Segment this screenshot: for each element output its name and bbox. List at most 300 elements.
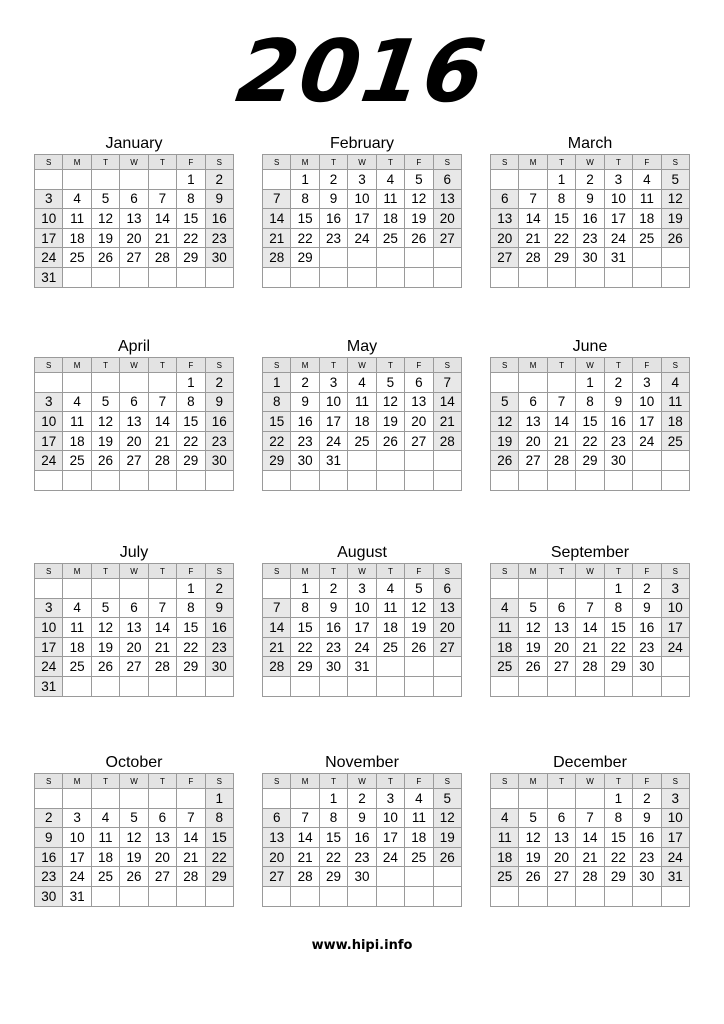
day-cell: 28 <box>263 248 291 268</box>
day-cell: 8 <box>177 392 205 412</box>
week-row <box>35 412 234 432</box>
day-cell <box>433 267 461 287</box>
weekday-header: T <box>148 564 176 579</box>
day-cell: 16 <box>205 412 233 432</box>
day-cell: 11 <box>491 618 519 638</box>
day-cell: 5 <box>120 808 148 828</box>
day-cell: 15 <box>291 209 319 229</box>
month-name: June <box>572 338 608 355</box>
week-row <box>491 618 690 638</box>
day-cell: 1 <box>604 579 632 599</box>
day-cell: 18 <box>91 847 119 867</box>
day-cell: 29 <box>263 451 291 471</box>
day-cell: 7 <box>148 392 176 412</box>
day-cell: 26 <box>91 451 119 471</box>
day-cell: 14 <box>263 209 291 229</box>
day-cell: 27 <box>519 451 547 471</box>
day-cell: 20 <box>120 637 148 657</box>
day-cell: 3 <box>35 189 63 209</box>
day-cell: 12 <box>120 828 148 848</box>
weekday-header: S <box>35 155 63 170</box>
day-cell: 12 <box>91 412 119 432</box>
day-cell: 28 <box>148 248 176 268</box>
day-cell <box>633 886 661 906</box>
day-cell: 14 <box>547 412 575 432</box>
day-cell: 10 <box>633 392 661 412</box>
weekday-header: S <box>35 774 63 789</box>
month-july <box>34 543 234 697</box>
month-name: January <box>105 135 163 152</box>
weekday-header: W <box>348 774 376 789</box>
weekday-header: F <box>405 358 433 373</box>
week-row <box>491 657 690 677</box>
day-cell: 20 <box>547 637 575 657</box>
month-grid <box>490 563 690 697</box>
week-row <box>491 248 690 268</box>
day-cell: 30 <box>291 451 319 471</box>
day-cell <box>633 676 661 696</box>
day-cell: 26 <box>91 657 119 677</box>
weekday-header: M <box>291 358 319 373</box>
month-grid <box>34 773 234 907</box>
day-cell <box>63 170 91 190</box>
day-cell: 23 <box>633 637 661 657</box>
day-cell <box>576 470 604 490</box>
day-cell: 2 <box>205 170 233 190</box>
day-cell <box>263 886 291 906</box>
day-cell: 3 <box>63 808 91 828</box>
week-row <box>491 470 690 490</box>
day-cell: 17 <box>633 412 661 432</box>
week-row <box>35 847 234 867</box>
day-cell: 16 <box>576 209 604 229</box>
weekday-header: W <box>576 564 604 579</box>
day-cell: 28 <box>576 657 604 677</box>
day-cell: 9 <box>633 598 661 618</box>
day-cell: 26 <box>376 431 404 451</box>
day-cell: 9 <box>633 808 661 828</box>
month-grid <box>34 563 234 697</box>
weekday-header: M <box>63 358 91 373</box>
day-cell: 4 <box>661 373 689 393</box>
weekday-header: F <box>633 155 661 170</box>
day-cell: 3 <box>319 373 347 393</box>
day-cell: 18 <box>348 412 376 432</box>
day-cell: 6 <box>120 189 148 209</box>
day-cell <box>319 886 347 906</box>
day-cell: 24 <box>319 431 347 451</box>
day-cell <box>604 886 632 906</box>
month-name: April <box>117 338 150 355</box>
day-cell: 9 <box>205 598 233 618</box>
day-cell: 11 <box>91 828 119 848</box>
day-cell <box>491 470 519 490</box>
day-cell <box>604 676 632 696</box>
month-name: October <box>105 754 163 771</box>
day-cell: 17 <box>63 847 91 867</box>
day-cell: 18 <box>63 637 91 657</box>
day-cell: 2 <box>319 579 347 599</box>
day-cell <box>376 657 404 677</box>
day-cell <box>120 886 148 906</box>
day-cell: 14 <box>291 828 319 848</box>
day-cell <box>148 886 176 906</box>
week-row <box>491 189 690 209</box>
day-cell: 16 <box>205 618 233 638</box>
day-cell <box>519 470 547 490</box>
day-cell: 13 <box>120 618 148 638</box>
day-cell: 12 <box>405 189 433 209</box>
weekday-header: S <box>205 774 233 789</box>
weekday-header: F <box>177 564 205 579</box>
day-cell: 1 <box>604 789 632 809</box>
week-row <box>35 637 234 657</box>
day-cell: 19 <box>91 637 119 657</box>
day-cell: 2 <box>291 373 319 393</box>
day-cell: 30 <box>205 451 233 471</box>
day-cell <box>633 267 661 287</box>
day-cell: 11 <box>405 808 433 828</box>
day-cell: 18 <box>63 431 91 451</box>
month-grid <box>34 357 234 491</box>
day-cell: 8 <box>547 189 575 209</box>
day-cell <box>661 886 689 906</box>
day-cell: 6 <box>519 392 547 412</box>
day-cell: 21 <box>263 228 291 248</box>
weekday-header: S <box>263 358 291 373</box>
weekday-header: F <box>177 774 205 789</box>
day-cell <box>148 373 176 393</box>
day-cell: 22 <box>576 431 604 451</box>
weekday-header: S <box>205 564 233 579</box>
day-cell <box>177 676 205 696</box>
day-cell <box>547 676 575 696</box>
week-row <box>263 789 462 809</box>
day-cell: 10 <box>35 618 63 638</box>
day-cell: 8 <box>291 598 319 618</box>
day-cell: 13 <box>519 412 547 432</box>
day-cell: 23 <box>35 867 63 887</box>
month-may <box>262 337 462 491</box>
day-cell: 21 <box>148 637 176 657</box>
day-cell: 4 <box>91 808 119 828</box>
day-cell: 14 <box>148 209 176 229</box>
weekday-header: S <box>205 358 233 373</box>
day-cell <box>547 789 575 809</box>
day-cell <box>63 470 91 490</box>
day-cell <box>661 267 689 287</box>
day-cell: 7 <box>576 808 604 828</box>
day-cell: 10 <box>63 828 91 848</box>
weekday-header: T <box>376 774 404 789</box>
day-cell: 28 <box>519 248 547 268</box>
day-cell: 13 <box>148 828 176 848</box>
day-cell <box>263 267 291 287</box>
day-cell: 13 <box>433 189 461 209</box>
week-row <box>263 618 462 638</box>
day-cell <box>91 470 119 490</box>
week-row <box>491 451 690 471</box>
day-cell <box>433 248 461 268</box>
weekday-header: T <box>547 358 575 373</box>
day-cell: 18 <box>633 209 661 229</box>
day-cell <box>376 867 404 887</box>
weekday-header: W <box>576 774 604 789</box>
day-cell: 27 <box>148 867 176 887</box>
day-cell: 10 <box>348 189 376 209</box>
weekday-header: T <box>148 358 176 373</box>
day-cell <box>661 657 689 677</box>
day-cell: 9 <box>576 189 604 209</box>
day-cell: 11 <box>376 598 404 618</box>
day-cell: 25 <box>661 431 689 451</box>
day-cell: 7 <box>148 189 176 209</box>
day-cell: 19 <box>376 412 404 432</box>
day-cell <box>35 170 63 190</box>
weekday-header: T <box>91 774 119 789</box>
weekday-header: S <box>661 358 689 373</box>
day-cell: 12 <box>433 808 461 828</box>
day-cell: 7 <box>263 189 291 209</box>
day-cell: 17 <box>35 431 63 451</box>
day-cell <box>547 470 575 490</box>
day-cell: 26 <box>491 451 519 471</box>
day-cell: 17 <box>35 228 63 248</box>
day-cell: 1 <box>319 789 347 809</box>
weekday-header: F <box>633 564 661 579</box>
day-cell: 28 <box>177 867 205 887</box>
day-cell: 15 <box>263 412 291 432</box>
day-cell: 6 <box>491 189 519 209</box>
day-cell: 16 <box>348 828 376 848</box>
day-cell: 4 <box>63 392 91 412</box>
weekday-header: T <box>376 358 404 373</box>
weekday-header: S <box>491 564 519 579</box>
month-april <box>34 337 234 491</box>
week-row <box>491 412 690 432</box>
day-cell: 1 <box>177 373 205 393</box>
day-cell <box>63 789 91 809</box>
day-cell: 16 <box>35 847 63 867</box>
day-cell: 24 <box>63 867 91 887</box>
day-cell <box>376 248 404 268</box>
day-cell: 4 <box>376 579 404 599</box>
day-cell: 18 <box>661 412 689 432</box>
week-row <box>263 392 462 412</box>
day-cell: 16 <box>633 828 661 848</box>
month-grid <box>490 357 690 491</box>
day-cell: 4 <box>405 789 433 809</box>
day-cell <box>319 248 347 268</box>
weekday-header: T <box>319 155 347 170</box>
day-cell: 1 <box>291 170 319 190</box>
weekday-header: M <box>519 564 547 579</box>
day-cell <box>35 373 63 393</box>
day-cell: 2 <box>604 373 632 393</box>
day-cell <box>405 676 433 696</box>
day-cell: 5 <box>519 598 547 618</box>
day-cell: 13 <box>491 209 519 229</box>
day-cell: 11 <box>376 189 404 209</box>
day-cell <box>633 248 661 268</box>
day-cell: 26 <box>519 657 547 677</box>
week-row <box>35 392 234 412</box>
day-cell <box>91 373 119 393</box>
day-cell: 17 <box>348 618 376 638</box>
day-cell: 8 <box>604 808 632 828</box>
day-cell: 16 <box>205 209 233 229</box>
week-row <box>35 676 234 696</box>
day-cell <box>547 267 575 287</box>
day-cell <box>63 267 91 287</box>
day-cell: 4 <box>63 189 91 209</box>
day-cell: 30 <box>633 867 661 887</box>
day-cell: 30 <box>205 248 233 268</box>
day-cell: 13 <box>547 618 575 638</box>
day-cell: 2 <box>576 170 604 190</box>
day-cell <box>177 886 205 906</box>
day-cell: 29 <box>177 451 205 471</box>
day-cell: 21 <box>177 847 205 867</box>
day-cell: 21 <box>148 228 176 248</box>
day-cell: 1 <box>177 170 205 190</box>
day-cell: 19 <box>519 637 547 657</box>
day-cell: 1 <box>576 373 604 393</box>
day-cell: 30 <box>604 451 632 471</box>
week-row <box>491 267 690 287</box>
day-cell <box>405 248 433 268</box>
day-cell: 27 <box>491 248 519 268</box>
day-cell: 30 <box>633 657 661 677</box>
weekday-header: M <box>519 155 547 170</box>
weekday-header: T <box>604 155 632 170</box>
weekday-header: M <box>519 774 547 789</box>
day-cell <box>291 789 319 809</box>
day-cell <box>120 267 148 287</box>
day-cell: 23 <box>633 847 661 867</box>
day-cell: 15 <box>177 412 205 432</box>
day-cell <box>491 789 519 809</box>
day-cell: 25 <box>348 431 376 451</box>
day-cell <box>63 373 91 393</box>
day-cell: 31 <box>35 267 63 287</box>
day-cell: 9 <box>205 189 233 209</box>
day-cell: 9 <box>35 828 63 848</box>
month-name: September <box>550 544 630 561</box>
day-cell: 21 <box>576 847 604 867</box>
day-cell: 31 <box>63 886 91 906</box>
day-cell: 27 <box>433 637 461 657</box>
day-cell: 4 <box>63 598 91 618</box>
month-november <box>262 753 462 907</box>
day-cell: 23 <box>604 431 632 451</box>
day-cell: 11 <box>63 209 91 229</box>
day-cell: 21 <box>291 847 319 867</box>
year-title: 2016 <box>231 22 493 122</box>
day-cell: 6 <box>120 598 148 618</box>
day-cell: 29 <box>291 248 319 268</box>
day-cell: 20 <box>405 412 433 432</box>
day-cell <box>35 789 63 809</box>
day-cell: 26 <box>91 248 119 268</box>
day-cell <box>63 579 91 599</box>
weekday-header: T <box>604 564 632 579</box>
day-cell <box>405 657 433 677</box>
day-cell: 21 <box>433 412 461 432</box>
day-cell: 25 <box>633 228 661 248</box>
day-cell: 11 <box>63 412 91 432</box>
day-cell: 31 <box>319 451 347 471</box>
day-cell: 7 <box>291 808 319 828</box>
day-cell: 19 <box>519 847 547 867</box>
weekday-header: F <box>633 774 661 789</box>
day-cell: 22 <box>205 847 233 867</box>
day-cell: 4 <box>633 170 661 190</box>
day-cell: 24 <box>633 431 661 451</box>
week-row <box>491 789 690 809</box>
week-row <box>491 886 690 906</box>
day-cell <box>547 579 575 599</box>
week-row <box>263 209 462 229</box>
day-cell: 15 <box>319 828 347 848</box>
day-cell: 3 <box>348 170 376 190</box>
month-january <box>34 134 234 288</box>
day-cell <box>319 470 347 490</box>
day-cell: 14 <box>433 392 461 412</box>
day-cell <box>576 579 604 599</box>
day-cell: 20 <box>433 618 461 638</box>
day-cell: 8 <box>291 189 319 209</box>
weekday-header: S <box>35 358 63 373</box>
day-cell: 7 <box>547 392 575 412</box>
day-cell <box>263 470 291 490</box>
week-row <box>35 657 234 677</box>
day-cell: 26 <box>661 228 689 248</box>
weekday-header: T <box>376 564 404 579</box>
day-cell: 23 <box>205 431 233 451</box>
day-cell: 12 <box>91 209 119 229</box>
day-cell <box>376 470 404 490</box>
day-cell <box>91 789 119 809</box>
day-cell: 20 <box>263 847 291 867</box>
day-cell <box>319 267 347 287</box>
day-cell: 5 <box>405 579 433 599</box>
day-cell <box>319 676 347 696</box>
day-cell <box>120 170 148 190</box>
day-cell: 4 <box>491 808 519 828</box>
day-cell <box>405 867 433 887</box>
day-cell <box>576 886 604 906</box>
weekday-header: W <box>348 155 376 170</box>
day-cell: 1 <box>291 579 319 599</box>
day-cell: 25 <box>376 637 404 657</box>
day-cell <box>405 451 433 471</box>
day-cell: 17 <box>661 618 689 638</box>
day-cell: 7 <box>263 598 291 618</box>
day-cell: 11 <box>491 828 519 848</box>
day-cell: 19 <box>405 209 433 229</box>
day-cell: 2 <box>35 808 63 828</box>
day-cell <box>433 886 461 906</box>
day-cell: 2 <box>319 170 347 190</box>
week-row <box>263 579 462 599</box>
day-cell: 31 <box>661 867 689 887</box>
day-cell <box>120 373 148 393</box>
day-cell: 6 <box>547 808 575 828</box>
day-cell: 15 <box>576 412 604 432</box>
weekday-header: M <box>291 564 319 579</box>
week-row <box>491 847 690 867</box>
